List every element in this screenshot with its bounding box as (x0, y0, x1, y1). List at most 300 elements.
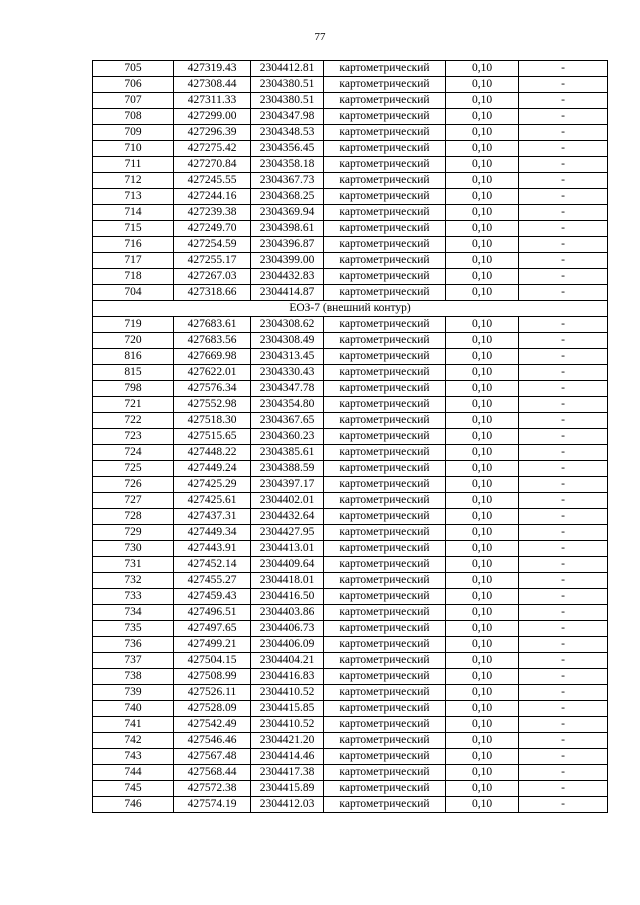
note-cell: - (519, 493, 608, 509)
x-coordinate-cell: 427244.16 (174, 189, 251, 205)
y-coordinate-cell: 2304348.53 (251, 125, 324, 141)
point-number-cell: 715 (93, 221, 174, 237)
note-cell: - (519, 269, 608, 285)
table-row (93, 141, 608, 157)
note-cell: - (519, 509, 608, 525)
x-coordinate-cell: 427552.98 (174, 397, 251, 413)
x-coordinate-cell: 427496.51 (174, 605, 251, 621)
table-row (93, 429, 608, 445)
method-cell: картометрический (324, 253, 446, 269)
accuracy-cell: 0,10 (446, 125, 519, 141)
table-row (93, 253, 608, 269)
note-cell: - (519, 413, 608, 429)
accuracy-cell: 0,10 (446, 93, 519, 109)
y-coordinate-cell: 2304308.62 (251, 317, 324, 333)
method-cell: картометрический (324, 621, 446, 637)
accuracy-cell: 0,10 (446, 573, 519, 589)
y-coordinate-cell: 2304367.73 (251, 173, 324, 189)
x-coordinate-cell: 427319.43 (174, 61, 251, 77)
x-coordinate-cell: 427318.66 (174, 285, 251, 301)
y-coordinate-cell: 2304410.52 (251, 717, 324, 733)
method-cell: картометрический (324, 429, 446, 445)
note-cell: - (519, 573, 608, 589)
table-row (93, 749, 608, 765)
x-coordinate-cell: 427683.61 (174, 317, 251, 333)
accuracy-cell: 0,10 (446, 621, 519, 637)
x-coordinate-cell: 427499.21 (174, 637, 251, 653)
accuracy-cell: 0,10 (446, 349, 519, 365)
x-coordinate-cell: 427526.11 (174, 685, 251, 701)
accuracy-cell: 0,10 (446, 141, 519, 157)
method-cell: картометрический (324, 477, 446, 493)
point-number-cell: 736 (93, 637, 174, 653)
accuracy-cell: 0,10 (446, 701, 519, 717)
method-cell: картометрический (324, 285, 446, 301)
method-cell: картометрический (324, 493, 446, 509)
point-number-cell: 741 (93, 717, 174, 733)
table-row (93, 173, 608, 189)
x-coordinate-cell: 427270.84 (174, 157, 251, 173)
method-cell: картометрический (324, 605, 446, 621)
point-number-cell: 743 (93, 749, 174, 765)
x-coordinate-cell: 427459.43 (174, 589, 251, 605)
point-number-cell: 745 (93, 781, 174, 797)
x-coordinate-cell: 427576.34 (174, 381, 251, 397)
accuracy-cell: 0,10 (446, 285, 519, 301)
table-row (93, 397, 608, 413)
table-row (93, 493, 608, 509)
accuracy-cell: 0,10 (446, 749, 519, 765)
accuracy-cell: 0,10 (446, 317, 519, 333)
point-number-cell: 722 (93, 413, 174, 429)
x-coordinate-cell: 427515.65 (174, 429, 251, 445)
y-coordinate-cell: 2304380.51 (251, 77, 324, 93)
point-number-cell: 710 (93, 141, 174, 157)
point-number-cell: 738 (93, 669, 174, 685)
note-cell: - (519, 397, 608, 413)
method-cell: картометрический (324, 589, 446, 605)
x-coordinate-cell: 427425.29 (174, 477, 251, 493)
table-row (93, 573, 608, 589)
y-coordinate-cell: 2304368.25 (251, 189, 324, 205)
method-cell: картометрический (324, 525, 446, 541)
y-coordinate-cell: 2304403.86 (251, 605, 324, 621)
x-coordinate-cell: 427443.91 (174, 541, 251, 557)
accuracy-cell: 0,10 (446, 589, 519, 605)
note-cell: - (519, 285, 608, 301)
accuracy-cell: 0,10 (446, 109, 519, 125)
method-cell: картометрический (324, 573, 446, 589)
note-cell: - (519, 525, 608, 541)
method-cell: картометрический (324, 765, 446, 781)
table-row (93, 189, 608, 205)
method-cell: картометрический (324, 317, 446, 333)
note-cell: - (519, 429, 608, 445)
method-cell: картометрический (324, 797, 446, 813)
table-row (93, 765, 608, 781)
x-coordinate-cell: 427296.39 (174, 125, 251, 141)
note-cell: - (519, 797, 608, 813)
table-row (93, 669, 608, 685)
note-cell: - (519, 477, 608, 493)
method-cell: картометрический (324, 157, 446, 173)
method-cell: картометрический (324, 221, 446, 237)
point-number-cell: 704 (93, 285, 174, 301)
method-cell: картометрический (324, 141, 446, 157)
accuracy-cell: 0,10 (446, 189, 519, 205)
x-coordinate-cell: 427254.59 (174, 237, 251, 253)
table-row (93, 77, 608, 93)
accuracy-cell: 0,10 (446, 333, 519, 349)
note-cell: - (519, 317, 608, 333)
method-cell: картометрический (324, 93, 446, 109)
y-coordinate-cell: 2304356.45 (251, 141, 324, 157)
method-cell: картометрический (324, 365, 446, 381)
note-cell: - (519, 365, 608, 381)
x-coordinate-cell: 427255.17 (174, 253, 251, 269)
note-cell: - (519, 621, 608, 637)
note-cell: - (519, 749, 608, 765)
note-cell: - (519, 461, 608, 477)
table-row (93, 109, 608, 125)
point-number-cell: 726 (93, 477, 174, 493)
note-cell: - (519, 605, 608, 621)
accuracy-cell: 0,10 (446, 669, 519, 685)
y-coordinate-cell: 2304406.73 (251, 621, 324, 637)
accuracy-cell: 0,10 (446, 477, 519, 493)
point-number-cell: 731 (93, 557, 174, 573)
x-coordinate-cell: 427542.49 (174, 717, 251, 733)
y-coordinate-cell: 2304421.20 (251, 733, 324, 749)
point-number-cell: 725 (93, 461, 174, 477)
y-coordinate-cell: 2304388.59 (251, 461, 324, 477)
note-cell: - (519, 205, 608, 221)
y-coordinate-cell: 2304358.18 (251, 157, 324, 173)
point-number-cell: 712 (93, 173, 174, 189)
note-cell: - (519, 109, 608, 125)
method-cell: картометрический (324, 333, 446, 349)
point-number-cell: 740 (93, 701, 174, 717)
method-cell: картометрический (324, 109, 446, 125)
method-cell: картометрический (324, 61, 446, 77)
accuracy-cell: 0,10 (446, 381, 519, 397)
x-coordinate-cell: 427497.65 (174, 621, 251, 637)
point-number-cell: 721 (93, 397, 174, 413)
point-number-cell: 798 (93, 381, 174, 397)
accuracy-cell: 0,10 (446, 765, 519, 781)
y-coordinate-cell: 2304397.17 (251, 477, 324, 493)
table-row (93, 349, 608, 365)
y-coordinate-cell: 2304432.83 (251, 269, 324, 285)
accuracy-cell: 0,10 (446, 397, 519, 413)
note-cell: - (519, 141, 608, 157)
note-cell: - (519, 237, 608, 253)
point-number-cell: 724 (93, 445, 174, 461)
x-coordinate-cell: 427568.44 (174, 765, 251, 781)
point-number-cell: 708 (93, 109, 174, 125)
coordinates-table-body (93, 61, 608, 813)
table-row (93, 461, 608, 477)
y-coordinate-cell: 2304347.78 (251, 381, 324, 397)
method-cell: картометрический (324, 461, 446, 477)
y-coordinate-cell: 2304398.61 (251, 221, 324, 237)
y-coordinate-cell: 2304347.98 (251, 109, 324, 125)
x-coordinate-cell: 427311.33 (174, 93, 251, 109)
note-cell: - (519, 765, 608, 781)
section-header-row (93, 301, 608, 317)
y-coordinate-cell: 2304410.52 (251, 685, 324, 701)
method-cell: картометрический (324, 781, 446, 797)
table-row (93, 541, 608, 557)
y-coordinate-cell: 2304416.50 (251, 589, 324, 605)
x-coordinate-cell: 427437.31 (174, 509, 251, 525)
accuracy-cell: 0,10 (446, 253, 519, 269)
y-coordinate-cell: 2304367.65 (251, 413, 324, 429)
y-coordinate-cell: 2304399.00 (251, 253, 324, 269)
accuracy-cell: 0,10 (446, 237, 519, 253)
x-coordinate-cell: 427425.61 (174, 493, 251, 509)
y-coordinate-cell: 2304413.01 (251, 541, 324, 557)
point-number-cell: 816 (93, 349, 174, 365)
method-cell: картометрический (324, 413, 446, 429)
table-row (93, 477, 608, 493)
point-number-cell: 728 (93, 509, 174, 525)
note-cell: - (519, 781, 608, 797)
point-number-cell: 729 (93, 525, 174, 541)
y-coordinate-cell: 2304396.87 (251, 237, 324, 253)
y-coordinate-cell: 2304402.01 (251, 493, 324, 509)
y-coordinate-cell: 2304432.64 (251, 509, 324, 525)
y-coordinate-cell: 2304330.43 (251, 365, 324, 381)
accuracy-cell: 0,10 (446, 221, 519, 237)
note-cell: - (519, 125, 608, 141)
accuracy-cell: 0,10 (446, 493, 519, 509)
point-number-cell: 713 (93, 189, 174, 205)
method-cell: картометрический (324, 653, 446, 669)
point-number-cell: 720 (93, 333, 174, 349)
y-coordinate-cell: 2304354.80 (251, 397, 324, 413)
note-cell: - (519, 93, 608, 109)
note-cell: - (519, 349, 608, 365)
accuracy-cell: 0,10 (446, 637, 519, 653)
method-cell: картометрический (324, 269, 446, 285)
y-coordinate-cell: 2304412.03 (251, 797, 324, 813)
point-number-cell: 815 (93, 365, 174, 381)
point-number-cell: 723 (93, 429, 174, 445)
table-row (93, 685, 608, 701)
note-cell: - (519, 157, 608, 173)
table-row (93, 653, 608, 669)
x-coordinate-cell: 427546.46 (174, 733, 251, 749)
point-number-cell: 730 (93, 541, 174, 557)
y-coordinate-cell: 2304418.01 (251, 573, 324, 589)
table-row (93, 781, 608, 797)
note-cell: - (519, 189, 608, 205)
coordinates-table (92, 60, 608, 813)
method-cell: картометрический (324, 125, 446, 141)
method-cell: картометрический (324, 541, 446, 557)
x-coordinate-cell: 427574.19 (174, 797, 251, 813)
method-cell: картометрический (324, 237, 446, 253)
point-number-cell: 709 (93, 125, 174, 141)
method-cell: картометрический (324, 381, 446, 397)
accuracy-cell: 0,10 (446, 61, 519, 77)
x-coordinate-cell: 427572.38 (174, 781, 251, 797)
y-coordinate-cell: 2304414.87 (251, 285, 324, 301)
method-cell: картометрический (324, 173, 446, 189)
y-coordinate-cell: 2304360.23 (251, 429, 324, 445)
x-coordinate-cell: 427669.98 (174, 349, 251, 365)
table-row (93, 61, 608, 77)
note-cell: - (519, 541, 608, 557)
method-cell: картометрический (324, 189, 446, 205)
y-coordinate-cell: 2304416.83 (251, 669, 324, 685)
note-cell: - (519, 61, 608, 77)
y-coordinate-cell: 2304415.85 (251, 701, 324, 717)
note-cell: - (519, 669, 608, 685)
point-number-cell: 717 (93, 253, 174, 269)
note-cell: - (519, 221, 608, 237)
x-coordinate-cell: 427299.00 (174, 109, 251, 125)
note-cell: - (519, 637, 608, 653)
table-row (93, 525, 608, 541)
point-number-cell: 718 (93, 269, 174, 285)
table-row (93, 557, 608, 573)
table-row (93, 717, 608, 733)
table-row (93, 269, 608, 285)
point-number-cell: 711 (93, 157, 174, 173)
method-cell: картометрический (324, 445, 446, 461)
note-cell: - (519, 557, 608, 573)
x-coordinate-cell: 427449.24 (174, 461, 251, 477)
x-coordinate-cell: 427245.55 (174, 173, 251, 189)
method-cell: картометрический (324, 205, 446, 221)
method-cell: картометрический (324, 717, 446, 733)
table-row (93, 413, 608, 429)
y-coordinate-cell: 2304414.46 (251, 749, 324, 765)
note-cell: - (519, 653, 608, 669)
point-number-cell: 742 (93, 733, 174, 749)
point-number-cell: 714 (93, 205, 174, 221)
section-title: ЕОЗ-7 (внешний контур) (93, 301, 608, 317)
accuracy-cell: 0,10 (446, 781, 519, 797)
y-coordinate-cell: 2304380.51 (251, 93, 324, 109)
method-cell: картометрический (324, 669, 446, 685)
y-coordinate-cell: 2304385.61 (251, 445, 324, 461)
table-row (93, 733, 608, 749)
note-cell: - (519, 173, 608, 189)
table-row (93, 317, 608, 333)
table-row (93, 701, 608, 717)
accuracy-cell: 0,10 (446, 525, 519, 541)
x-coordinate-cell: 427267.03 (174, 269, 251, 285)
point-number-cell: 746 (93, 797, 174, 813)
x-coordinate-cell: 427275.42 (174, 141, 251, 157)
accuracy-cell: 0,10 (446, 413, 519, 429)
point-number-cell: 707 (93, 93, 174, 109)
note-cell: - (519, 717, 608, 733)
table-row (93, 509, 608, 525)
accuracy-cell: 0,10 (446, 157, 519, 173)
accuracy-cell: 0,10 (446, 365, 519, 381)
note-cell: - (519, 333, 608, 349)
table-row (93, 621, 608, 637)
x-coordinate-cell: 427683.56 (174, 333, 251, 349)
point-number-cell: 737 (93, 653, 174, 669)
x-coordinate-cell: 427567.48 (174, 749, 251, 765)
point-number-cell: 734 (93, 605, 174, 621)
table-row (93, 125, 608, 141)
method-cell: картометрический (324, 557, 446, 573)
accuracy-cell: 0,10 (446, 541, 519, 557)
x-coordinate-cell: 427448.22 (174, 445, 251, 461)
table-row (93, 285, 608, 301)
point-number-cell: 705 (93, 61, 174, 77)
x-coordinate-cell: 427518.30 (174, 413, 251, 429)
x-coordinate-cell: 427622.01 (174, 365, 251, 381)
x-coordinate-cell: 427239.38 (174, 205, 251, 221)
point-number-cell: 719 (93, 317, 174, 333)
method-cell: картометрический (324, 349, 446, 365)
y-coordinate-cell: 2304406.09 (251, 637, 324, 653)
note-cell: - (519, 77, 608, 93)
x-coordinate-cell: 427504.15 (174, 653, 251, 669)
y-coordinate-cell: 2304417.38 (251, 765, 324, 781)
x-coordinate-cell: 427308.44 (174, 77, 251, 93)
table-row (93, 589, 608, 605)
y-coordinate-cell: 2304415.89 (251, 781, 324, 797)
point-number-cell: 706 (93, 77, 174, 93)
method-cell: картометрический (324, 685, 446, 701)
x-coordinate-cell: 427249.70 (174, 221, 251, 237)
accuracy-cell: 0,10 (446, 269, 519, 285)
point-number-cell: 727 (93, 493, 174, 509)
y-coordinate-cell: 2304313.45 (251, 349, 324, 365)
method-cell: картометрический (324, 397, 446, 413)
point-number-cell: 732 (93, 573, 174, 589)
note-cell: - (519, 701, 608, 717)
method-cell: картометрический (324, 509, 446, 525)
method-cell: картометрический (324, 77, 446, 93)
table-row (93, 221, 608, 237)
note-cell: - (519, 253, 608, 269)
note-cell: - (519, 589, 608, 605)
table-row (93, 237, 608, 253)
point-number-cell: 739 (93, 685, 174, 701)
table-row (93, 637, 608, 653)
accuracy-cell: 0,10 (446, 509, 519, 525)
note-cell: - (519, 381, 608, 397)
table-row (93, 797, 608, 813)
table-row (93, 365, 608, 381)
accuracy-cell: 0,10 (446, 429, 519, 445)
accuracy-cell: 0,10 (446, 653, 519, 669)
accuracy-cell: 0,10 (446, 445, 519, 461)
x-coordinate-cell: 427508.99 (174, 669, 251, 685)
table-row (93, 381, 608, 397)
accuracy-cell: 0,10 (446, 205, 519, 221)
table-row (93, 605, 608, 621)
table-row (93, 445, 608, 461)
note-cell: - (519, 733, 608, 749)
method-cell: картометрический (324, 749, 446, 765)
x-coordinate-cell: 427455.27 (174, 573, 251, 589)
note-cell: - (519, 685, 608, 701)
method-cell: картометрический (324, 733, 446, 749)
y-coordinate-cell: 2304369.94 (251, 205, 324, 221)
point-number-cell: 744 (93, 765, 174, 781)
method-cell: картометрический (324, 701, 446, 717)
